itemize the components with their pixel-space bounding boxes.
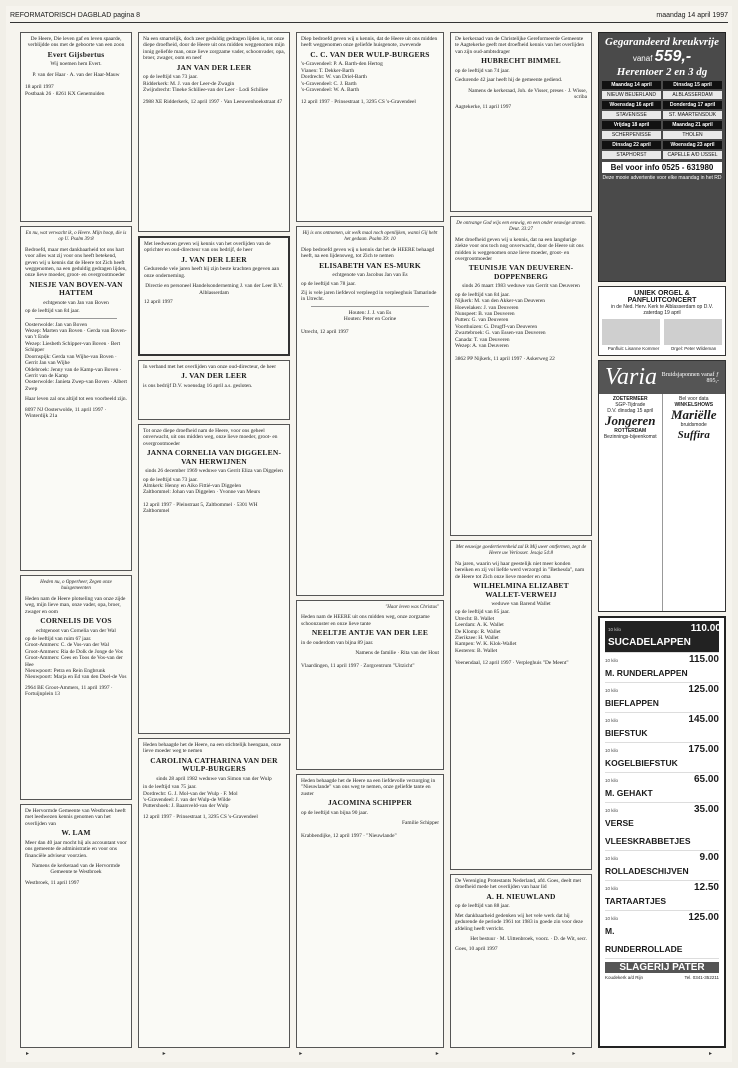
death-notice-janleer-company <box>138 236 290 356</box>
notice-sign: Namens de kerkeraad, Joh. de Visser, preses · J. Wisse, scriba <box>468 87 587 100</box>
meat-qty: 10 kilo <box>605 688 619 693</box>
relative-line: Groot-Ammers: Cees en Toos de Vos-van der Hee <box>25 655 123 668</box>
column-2 <box>138 32 290 1048</box>
meat-price: 35.00 <box>693 804 719 815</box>
notice-date: 12 april 1997 <box>144 298 173 305</box>
meat-qty: 10 kilo <box>605 658 619 663</box>
schedule-day: Vrijdag 18 april <box>602 121 661 129</box>
notice-age: op de leeftijd van 88 jaar. <box>455 903 510 910</box>
notice-verse: De ontvange God wijs een eeuwig, en een onder eeuwige armen. Deut. 33:27 <box>456 221 586 233</box>
meat-qty: 10 kilo <box>605 856 619 861</box>
relative-line: Oosterwolde: Janieta Zwep-van Boven · Albert Zwep <box>25 379 127 392</box>
schedule-place: SCHERPENISSE <box>602 131 661 139</box>
relative-line: Leerdam: A. K. Wallet <box>455 622 504 629</box>
notice-sub: sinds 26 december 1969 weduwe van Gerrit Eliza van Diggelen <box>145 468 283 475</box>
notice-age: op de leeftijd van 78 jaar. <box>301 280 356 287</box>
notice-date: 8097 NJ Oosterwolde, 11 april 1997 · Winterdijk 21a <box>25 406 107 419</box>
notice-name: A. H. NIEUWLAND <box>486 891 556 901</box>
notice-date: 12 april 1997 · Prinsestraat 1, 3295 CS 's-Gravendeel <box>301 99 416 106</box>
varia-left <box>599 394 663 611</box>
notice-body: Meer dan 40 jaar mocht hij als accountant voor ons gemeente de administratie en voor ons financiële adviseur voorzien. <box>25 839 127 859</box>
notice-name: CAROLINA CATHARINA VAN DER WULP-BURGERS <box>150 755 278 774</box>
meat-item <box>605 683 719 713</box>
meat-price: 145.00 <box>688 714 719 725</box>
notice-footer: Haar leven zal ons altijd tot een voorbeeld zijn. <box>25 396 127 403</box>
notice-sub: weduwe van Barend Wallet <box>491 601 551 608</box>
relative-line: Nieuwpoort: Petra en Rein Engbrunk <box>25 667 106 674</box>
notice-age: in de ouderdom van bijna 89 jaar. <box>301 639 374 646</box>
notice-body: is ons bedrijf D.V. woensdag 16 april a.s. gesloten. <box>143 382 253 389</box>
panflute-photo <box>602 319 660 345</box>
notice-sub: sinds 26 maart 1983 weduwe van Gerrit van Deuveren <box>462 283 580 290</box>
meat-name: ROLLADESCHIJVEN <box>605 866 689 876</box>
notice-name: ELISABETH VAN ES-MURK <box>319 260 421 270</box>
notice-age: op de leeftijd van 73 jaar. <box>143 476 198 483</box>
notice-intro: Heden behaagde het de Heere, na een stichtelijk heengaan, onze lieve moeder weg te nemen <box>143 742 282 755</box>
notice-body: Zij is vele jaren liefdevol verpleegd in verpleeghuis Tamarinde in Utrecht. <box>301 289 437 303</box>
organ-photos <box>602 319 722 345</box>
meat-item <box>605 773 719 803</box>
notice-age: op de leeftijd van 73 jaar. <box>143 74 198 81</box>
notice-name: TEUNISJE VAN DEUVEREN-DOPPENBERG <box>468 263 574 281</box>
relative-line: Voorthuizen: G. Drugff-van Deuveren <box>455 323 538 330</box>
schedule-day: Dinsdag 22 april <box>602 141 661 149</box>
death-notice-nieuwland <box>450 874 592 1048</box>
relative-line: Kesteren: B. Wallet <box>455 647 498 654</box>
relative-line: Oldebroek: Jenny van de Kamp-van Boven · Gerrit van de Kamp <box>25 366 122 379</box>
travel-phone: Bel voor info 0525 - 631980 <box>602 162 722 173</box>
varia-left-line: Bezinnings-bijeenkomst <box>603 434 657 440</box>
reg-mark: ▸ <box>162 1051 166 1057</box>
notice-date: Goes, 10 april 1997 <box>455 946 498 953</box>
relative-line: Dordrecht: W. van Driel-Barth <box>301 74 367 81</box>
organ-concert-advertisement <box>598 286 726 356</box>
reg-mark: ▸ <box>435 1051 439 1057</box>
relative-line: Zwartebroek: G. van Essen-van Deuveren <box>455 330 546 337</box>
notice-age: op de leeftijd van ruim 67 jaar. <box>25 635 92 642</box>
meat-item <box>605 851 719 881</box>
schedule-place: STAPHORST <box>602 151 661 159</box>
relative-line: Nijkerk: M. van den Akker-van Deuveren <box>455 298 546 305</box>
column-1 <box>20 32 132 1048</box>
notice-date: Westbroek, 11 april 1997 <box>25 879 80 886</box>
meat-name: M. RUNDERLAPPEN <box>605 668 688 678</box>
notice-age: in de leeftijd van 75 jaar. <box>143 784 197 791</box>
notice-sign: Namens de kerkeraad van de Hervormde Gemeente te Westbroek <box>31 862 121 876</box>
meat-price: 175.00 <box>688 744 719 755</box>
meat-qty: 10 kilo <box>605 916 619 921</box>
notice-name: NEELTJE ANTJE VAN DER LEE <box>311 628 429 638</box>
meat-item <box>605 713 719 743</box>
relative-line: Wezep: A. van Deuveren <box>455 343 509 350</box>
relative-line: Zaltbommel: Johan van Diggelen · Yvonne van Meurs <box>143 489 261 496</box>
notice-intro: Heden nam de Heere plotseling van onze zijde weg, mijn lieve man, onze vader, opa, broer, zwager en oom <box>25 595 126 615</box>
notice-intro: De Hervormde Gemeente van Westbroek heeft met leedwezen kennis genomen van het overlijden van <box>25 808 126 827</box>
notice-name: W. LAM <box>61 828 91 838</box>
varia-right-line: WINKELSHOWS <box>674 402 714 408</box>
newspaper-page <box>6 6 732 1062</box>
organist-photo <box>664 319 722 345</box>
varia-left-line: SGP-Tijdrade <box>615 402 646 408</box>
death-notice-elisabeth <box>296 226 444 596</box>
meat-name: BIEFLAPPEN <box>605 698 659 708</box>
closure-notice-janleer <box>138 360 290 420</box>
relative-line: Houten: J. J. van Es <box>348 309 392 316</box>
notice-sub: echtgenoot van Cornelia van der Wal <box>36 627 116 634</box>
meat-name: VERSE VLEESKRABBETJES <box>605 818 691 846</box>
notice-intro: Na jaren, waarin wij haar geestelijk niet meer konden bereiken en zij vol liefde werd verzorgd in "Bethesda", nam de Heere tot Zich onze lieve moeder en oma <box>455 560 585 580</box>
divider <box>311 306 429 307</box>
notice-place: 18 april 1997 <box>25 84 54 91</box>
notice-name: C. C. VAN DER WULP-BURGERS <box>310 49 430 59</box>
relative-line: Groot-Ammers: C. de Vos-van der Wal <box>25 642 110 649</box>
relative-line: 's-Gravendeel: W. A. Barth <box>301 86 360 93</box>
varia-note: Bruidsjaponnen vanaf ƒ 895,- <box>661 371 719 384</box>
travel-headline: Gegarandeerd kreukvrije <box>605 36 719 48</box>
schedule-day: Maandag 14 april <box>602 81 661 89</box>
relative-line: Doornspijk: Gerda van Wijhe-van Boven · Gerrit Jan van Wijhe <box>25 353 117 367</box>
notice-address: Postbaak 26 · 8261 KX Genemuiden <box>25 90 105 97</box>
notice-sub: echtgenote van Jan van Boven <box>43 299 109 306</box>
notice-body: Wij noemen hem Evert. <box>50 61 102 68</box>
notice-intro: Diep bedroefd geven wij u kennis dat het de HEERE behaagd heeft, na een lijdensweg, tot Zich te nemen <box>301 246 435 260</box>
notice-date: Veenendaal, 12 april 1997 · Verpleghuis "De Meent" <box>455 660 569 667</box>
notice-body: Gedurende vele jaren heeft hij zijn beste krachten gegeven aan onze onderneming. <box>144 266 280 279</box>
schedule-place: THOLEN <box>663 131 722 139</box>
organ-captions <box>602 346 722 351</box>
notice-sign: P. van der Haar · A. van der Haar-Mauw <box>32 71 120 78</box>
notice-age: op de leeftijd van 84 jaar. <box>25 308 80 315</box>
notice-verse: "Haar leven was Christus" <box>385 605 439 610</box>
notice-sub: echtgenote van Jacobus Jan van Es <box>332 272 408 279</box>
travel-advertisement <box>598 32 726 282</box>
death-notice-carolina <box>138 738 290 1048</box>
death-notice-neeltje <box>296 600 444 770</box>
meat-qty: 10 kilo <box>605 718 619 723</box>
meat-qty: 10 kilo <box>605 886 619 891</box>
meat-item <box>605 881 719 911</box>
notice-name: Evert Gijsbertus <box>47 49 105 59</box>
meat-name: M. RUNDERROLLADE <box>605 926 683 954</box>
notice-name: JACOMINA SCHIPPER <box>327 798 413 808</box>
travel-days: Herentoer 2 en 3 dg <box>616 66 708 78</box>
death-notice-cc-wulp <box>296 32 444 222</box>
relative-line: Groot-Ammers: Ria de Dolk de Jonge de Vos <box>25 648 123 655</box>
relative-line: Canada: T. van Deuveren <box>455 336 510 343</box>
notice-body: Gedurende 42 jaar heeft hij de gemeente gediend. <box>455 77 563 84</box>
meat-price: 125.00 <box>688 684 719 695</box>
header-left: REFORMATORISCH DAGBLAD pagina 8 <box>10 11 141 19</box>
notice-intro: De kerkeraad van de Christelijke Gereformeerde Gemeente te Aagtekerke geeft met droefheid kennis van het overlijden van zijn oud-ambtsdrager <box>455 36 585 55</box>
relative-line: Ridderkerk: M. J. van der Leer-de Zwagin <box>143 80 235 87</box>
relative-line: Hoevelaken: J. van Deuveren <box>455 304 519 311</box>
notice-date: Aagtekerke, 11 april 1997 <box>455 104 512 111</box>
meat-price: 65.00 <box>693 774 719 785</box>
meat-name: BIEFSTUK <box>605 728 648 738</box>
relative-line: Zwijndrecht: Tineke Schiliee-van der Leer · Lodi Schiliee <box>143 86 268 93</box>
schedule-place: ALBLASSERDAM <box>663 91 722 99</box>
schedule-place: ST. MAARTENSDIJK <box>663 111 722 119</box>
varia-right-line: Mariëlle <box>671 407 717 422</box>
notice-name: WILHELMINA ELIZABET WALLET-VERWEIJ <box>473 581 569 599</box>
varia-left-line: ROTTERDAM <box>614 428 647 434</box>
relative-line: Houten: Peter en Corine <box>343 316 397 323</box>
relative-line: Putten: G. van Deuveren <box>455 317 509 324</box>
notice-pre: De Heere, Die leven gaf en leven spaarde, verblijdde ons met de geboorte van een zoon <box>27 36 125 49</box>
relative-line: Almkerk: Henny en Aiko Fittié-van Diggelen <box>143 483 242 490</box>
header-right: maandag 14 april 1997 <box>656 11 728 19</box>
notice-intro: Met leedwezen geven wij kennis van het overlijden van de oprichter en oud-directeur van ons bedrijf, de heer <box>144 241 271 254</box>
varia-title: Varia <box>605 364 658 390</box>
meat-price: 115.00 <box>688 654 719 665</box>
meat-item <box>605 743 719 773</box>
reg-mark: ▸ <box>299 1051 303 1057</box>
varia-right-line: bruidsmode <box>680 422 707 428</box>
meat-price: 12.50 <box>693 882 719 893</box>
notice-intro: Met droefheid geven wij u kennis, dat na een langdurige ziekte voor ons toch nog onverwacht, door de Heere uit ons midden is weggenomen onze lieve moeder, groot- en overgrootmoeder <box>455 236 584 263</box>
reg-mark: ▸ <box>708 1051 712 1057</box>
notice-sign: Directie en personeel Handelsonderneming J. van der Leer B.V. Alblasserdam <box>145 283 283 296</box>
organ-caption: Panfluit: Lisanne Kommer <box>607 346 660 351</box>
relative-line: Dordrecht: G. J. Mol-van der Wulp · F. Mol <box>143 790 238 797</box>
notice-name: J. VAN DER LEER <box>181 371 247 381</box>
meat-item <box>605 653 719 683</box>
relative-line: Wezep: Marten van Boven · Gerda van Boven-van 't Ende <box>25 328 127 341</box>
meat-name: SUCADELAPPEN <box>608 637 691 648</box>
relative-line: Puttershoek: J. Baarsveld-van der Wulp <box>143 803 229 810</box>
meat-price: 9.00 <box>699 852 719 863</box>
organ-subtitle: in de Ned. Herv. Kerk te Alblasserdam op D.V. zaterdag 19 april <box>611 304 713 316</box>
birth-notice <box>20 32 132 222</box>
notice-date: Utrecht, 12 april 1997 <box>301 328 349 335</box>
death-notice-cornelis <box>20 575 132 800</box>
registration-marks <box>26 1050 712 1058</box>
notice-age: op de leeftijd van 85 jaar. <box>455 609 510 616</box>
notice-age: op de leeftijd van 84 jaar. <box>455 291 510 298</box>
varia-left-line: ZOETERMEER <box>612 396 648 402</box>
meat-name: KOGELBIEFSTUK <box>605 758 678 768</box>
notice-date: 2988 XE Ridderkerk, 12 april 1997 · Van Leeuwenhoekstraat 47 <box>143 99 283 106</box>
death-notice-niesje <box>20 226 132 571</box>
notice-intro: Bedroefd, maar met dankbaarheid tot ons hart voor alles wat zij voor ons heeft betekend, geven wij u kennis dat de Heere tot Zich heeft weggenomen, na een geduldig gedragen lijden, onze lieve moeder, groot- en overgrootmoeder <box>25 246 127 279</box>
varia-advertisement <box>598 360 726 612</box>
relative-line: Wezep: Liesbeth Schipper-van Boven · Bert Schipper <box>25 340 121 354</box>
relative-line: Oosterwolde: Jan van Boven <box>25 321 88 328</box>
notice-intro: De Vereniging Protestants Nederland, afd. Goes, deelt met droefheid mede het overlijden van haar lid <box>455 878 581 891</box>
column-4 <box>450 32 592 1048</box>
notice-verse: En nu, wat verwacht ik, o Heere. Mijn hoop, die is op U. Psalm 39:8 <box>25 231 127 243</box>
notice-date: 12 april 1997 · Pleinstraat 5, Zaltbommel · 5301 WH Zaltbommel <box>143 501 258 515</box>
meat-name: TARTAARTJES <box>605 896 667 906</box>
relative-line: 's-Gravendeel: J. van der Wulp-de Wilde <box>143 797 231 804</box>
schedule-place: STAVENISSE <box>602 111 661 119</box>
reg-mark: ▸ <box>26 1051 30 1057</box>
notice-sign: Namens de familie · Rita van der Hout <box>355 650 439 657</box>
death-notice-jacomina <box>296 774 444 1048</box>
schedule-place: CAPELLE A/D IJSSEL <box>663 151 722 159</box>
notice-name: HUBRECHT BIMMEL <box>481 56 561 66</box>
notice-name: NIESJE VAN BOVEN-VAN HATTEM <box>29 279 123 298</box>
notice-name: JANNA CORNELIA VAN DIGGELEN-VAN HERWIJNEN <box>146 448 282 466</box>
butcher-name: SLAGERIJ PATER <box>605 962 719 973</box>
meat-item <box>605 911 719 959</box>
notice-verse: Hij is ons ontnomen, uit welk maal noch openlijken, wanni Gij hebt het gedaan. Psalm 39: 10 <box>302 231 438 243</box>
notice-date: Vlaardingen, 11 april 1997 · Zorgcentrum "Uitzicht" <box>301 662 415 669</box>
meat-price: 110.00 <box>690 623 721 634</box>
notice-verse: Met eeuwige goedertierenheid zal Ik Mij uwer ontfermen, zegt de Heere uw Verlosser. Jesaja 54:8 <box>455 545 587 557</box>
notice-date: 12 april 1997 · Prinsestraat 1, 3295 CS 's-Gravendeel <box>143 813 258 820</box>
meat-item <box>605 803 719 851</box>
schedule-place: NIEUW BEIJERLAND <box>602 91 661 99</box>
reg-mark: ▸ <box>572 1051 576 1057</box>
travel-price-prefix: vanaf <box>632 54 653 63</box>
varia-banner <box>599 361 725 394</box>
meat-name: M. GEHAKT <box>605 788 653 798</box>
relative-line: Nunspeet: B. van Deuveren <box>455 311 515 318</box>
relative-line: De Klomp: R. Wallet <box>455 628 501 635</box>
notice-age: op de leeftijd van bijna 90 jaar. <box>301 809 368 816</box>
schedule-day: Woensdag 16 april <box>602 101 661 109</box>
varia-body <box>599 394 725 611</box>
notice-name: J. VAN DER LEER <box>181 254 247 264</box>
relative-line: 's-Gravendeel: P. A. Barth-den Hertog <box>301 61 383 68</box>
divider <box>35 318 117 319</box>
death-notice-teunisje <box>450 216 592 536</box>
notice-intro: In verband met het overlijden van onze oud-directeur, de heer <box>143 364 276 370</box>
notice-date: 3862 PP Nijkerk, 11 april 1997 · Askerweg 22 <box>455 355 555 362</box>
notice-body: Met dankbaarheid gedenken wij het vele werk dat hij gedurende de periode 1961 tot 1983 in goede zin voor deze afdeling heeft verricht. <box>455 912 583 932</box>
relative-line: Kampen: W. K. Klok-Wallet <box>455 641 517 648</box>
meat-qty: 10 kilo <box>608 627 622 632</box>
travel-schedule <box>602 81 722 159</box>
relative-line: Utrecht: B. Wallet <box>455 615 495 622</box>
notice-intro: Diep bedroefd geven wij u kennis, dat de Heere uit ons midden heeft weggenomen onze geliefde huisgenote, zwevende <box>301 36 438 49</box>
schedule-day: Woensdag 23 april <box>663 141 722 149</box>
notice-age: op de leeftijd van 74 jaar. <box>455 67 510 74</box>
notice-date: Krabbendijke, 12 april 1997 · "Nieuwlande" <box>301 832 397 839</box>
notice-sign: Het bestuur · M. Uittenbroek, voorz. · D. de Wit, secr. <box>470 935 587 942</box>
death-notice-janna <box>138 424 290 734</box>
butcher-address-left: Koudekerk a/d Rijn <box>605 975 644 980</box>
varia-right-line: Suffira <box>677 429 710 441</box>
meat-qty: 10 kilo <box>605 778 619 783</box>
death-notice-wilhelmina <box>450 540 592 870</box>
notice-sub: sinds 28 april 1982 weduwe van Simon van der Wulp <box>156 775 272 782</box>
notice-intro: Heden behaagde het de Heere na een liefdevolle verzorging in "Nieuwlande" van ons weg te nemen, onze geliefde tante en zuster <box>301 778 436 797</box>
death-notice-lam <box>20 804 132 1048</box>
organ-caption: Orgel: Peter Wildeman <box>670 346 717 351</box>
notice-intro: Tot onze diepe droefheid nam de Heere, voor ons geheel onverwacht, uit ons midden weg, onze lieve moeder, groot- en overgrootmoeder <box>143 428 278 447</box>
column-3 <box>296 32 444 1048</box>
varia-right-line: Bel voor data <box>679 396 709 402</box>
death-notice-hubrecht <box>450 32 592 212</box>
notice-sign: Familie Schipper <box>402 820 439 827</box>
schedule-day: Dinsdag 15 april <box>663 81 722 89</box>
notice-date: 2964 BE Groot-Ammers, 11 april 1997 · Fortuijnplein 13 <box>25 684 113 698</box>
schedule-day: Maandag 21 april <box>663 121 722 129</box>
column-5-ads <box>598 32 726 1048</box>
relative-line: 's-Gravendeel: C. J. Barth <box>301 80 357 87</box>
butcher-address-right: Tel. 0341-352211 <box>684 975 719 980</box>
notice-intro: Na een smartelijk, doch zeer geduldig gedragen lijden is, tot onze diepe droefheid, door de Heere uit ons midden weggenomen mijn innig geliefde man, onze lieve zorgzame vader, schoonvader, opa, broer, zwager, oom en neef <box>143 36 285 62</box>
page-header <box>10 8 728 23</box>
meat-price: 125.00 <box>688 912 719 923</box>
notice-name: CORNELIS DE VOS <box>40 616 112 626</box>
notice-name: JAN VAN DER LEER <box>176 62 252 72</box>
death-notice-janleer-family <box>138 32 290 232</box>
varia-left-line: Jongeren <box>604 413 656 428</box>
notice-intro: Heden nam de HEERE uit ons midden weg, onze zorgzame schoonzuster en onze lieve tante <box>301 614 430 627</box>
relative-line: Nieuwpoort: Marja en Ed van den Doel-de Vos <box>25 674 127 681</box>
travel-price-value: 559,- <box>654 48 692 65</box>
notice-verse: Heden nu, o Opperheer, Zegen onze huisgemeenten <box>40 580 112 592</box>
meat-item <box>605 621 719 653</box>
varia-right <box>663 394 726 611</box>
relative-line: Zierikzee: H. Wallet <box>455 635 499 642</box>
organ-title: UNIEK ORGEL & PANFLUITCONCERT <box>627 290 697 304</box>
meat-qty: 10 kilo <box>605 748 619 753</box>
travel-price <box>602 48 722 66</box>
varia-left-line: D.V. dinsdag 15 april <box>607 408 654 414</box>
butcher-address <box>605 975 719 980</box>
butcher-advertisement <box>598 616 726 1048</box>
schedule-day: Donderdag 17 april <box>663 101 722 109</box>
meat-qty: 10 kilo <box>605 808 619 813</box>
travel-footer: Deze mooie advertentie voor elke maandag in het RD <box>602 175 722 181</box>
relative-line: Vianen: T. Dekker-Barth <box>301 67 355 74</box>
